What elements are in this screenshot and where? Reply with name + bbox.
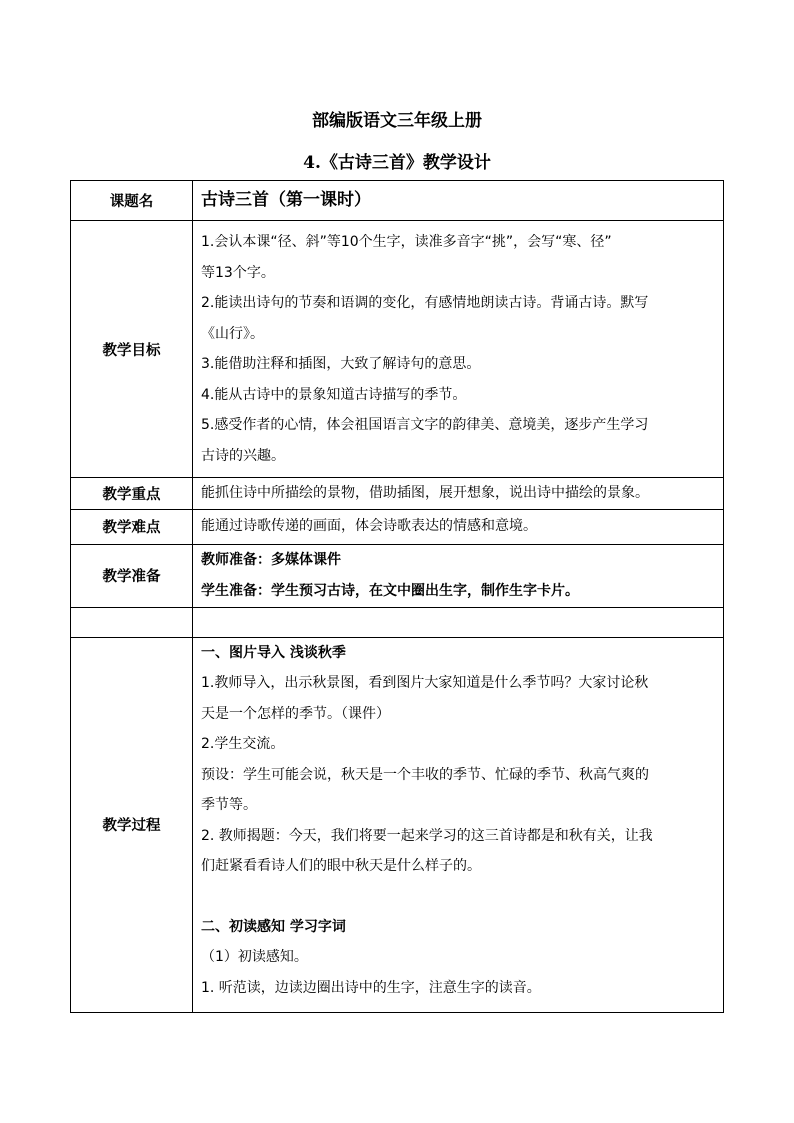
objectives-content: [193, 221, 724, 478]
objectives-line: 4.能从古诗中的景象知道古诗描写的季节。: [201, 386, 467, 403]
table-row-preparation: [71, 544, 724, 607]
blank-line: [201, 882, 717, 912]
lesson-name-label: 课题名: [71, 181, 193, 221]
objectives-line: 2.能读出诗句的节奏和语调的变化，有感情地朗读古诗。背诵古诗。默写: [201, 295, 649, 311]
process-content: [193, 637, 724, 1012]
process-line: 预设：学生可能会说，秋天是一个丰收的季节、忙碌的季节、秋高气爽的: [201, 766, 649, 783]
process-section-heading: 一、图片导入 浅谈秋季: [201, 644, 346, 661]
objectives-line: 5.感受作者的心情，体会祖国语言文字的韵律美、意境美，逐步产生学习: [201, 417, 649, 433]
objectives-line: 等13个字。: [201, 264, 275, 281]
objectives-line: 3.能借助注释和插图，大致了解诗句的意思。: [201, 356, 481, 372]
process-section-heading: 二、初读感知 学习字词: [201, 918, 346, 935]
table-row-lesson-name: [71, 181, 724, 221]
key-points-value: 能抓住诗中所描绘的景物，借助插图，展开想象，说出诗中描绘的景象。: [201, 485, 649, 501]
student-preparation: 学生准备：学生预习古诗，在文中圈出生字，制作生字卡片。: [201, 582, 579, 599]
process-line: 天是一个怎样的季节。（课件）: [201, 705, 390, 722]
document-title: 部编版语文三年级上册: [312, 111, 482, 131]
process-line: 2.学生交流。: [201, 736, 285, 752]
document-subtitle: 4.《古诗三首》教学设计: [303, 153, 491, 173]
table-row-objectives: [71, 221, 724, 478]
process-line: 们赶紧看看诗人们的眼中秋天是什么样子的。: [201, 858, 481, 874]
process-line: 1. 听范读，边读边圈出诗中的生字，注意生字的读音。: [201, 979, 541, 996]
table-row-key-points: [71, 478, 724, 510]
process-line: （1）初读感知。: [201, 949, 308, 965]
table-row-empty: [71, 607, 724, 637]
key-points-label: 教学重点: [71, 478, 193, 510]
process-line: 季节等。: [201, 797, 257, 813]
difficulties-value: 能通过诗歌传递的画面，体会诗歌表达的情感和意境。: [201, 518, 537, 535]
teacher-preparation: 教师准备：多媒体课件: [201, 552, 341, 568]
lesson-plan-table: [70, 180, 724, 1013]
table-row-difficulties: [71, 509, 724, 544]
objectives-line: 1.会认本课“径、斜”等10个生字，读准多音字“挑”，会写“寒、径”: [201, 234, 612, 250]
objectives-line: 古诗的兴趣。: [201, 447, 285, 464]
objectives-line: 《山行》。: [201, 325, 264, 342]
process-label: 教学过程: [71, 637, 193, 1012]
objectives-label: 教学目标: [71, 221, 193, 478]
process-line: 2. 教师揭题：今天，我们将要一起来学习的这三首诗都是和秋有关，让我: [201, 827, 653, 844]
process-line: 1.教师导入，出示秋景图，看到图片大家知道是什么季节吗？大家讨论秋: [201, 675, 649, 691]
preparation-label: 教学准备: [71, 544, 193, 607]
table-row-process: [71, 637, 724, 1012]
lesson-name-value: 古诗三首（第一课时）: [201, 189, 371, 210]
difficulties-label: 教学难点: [71, 509, 193, 544]
